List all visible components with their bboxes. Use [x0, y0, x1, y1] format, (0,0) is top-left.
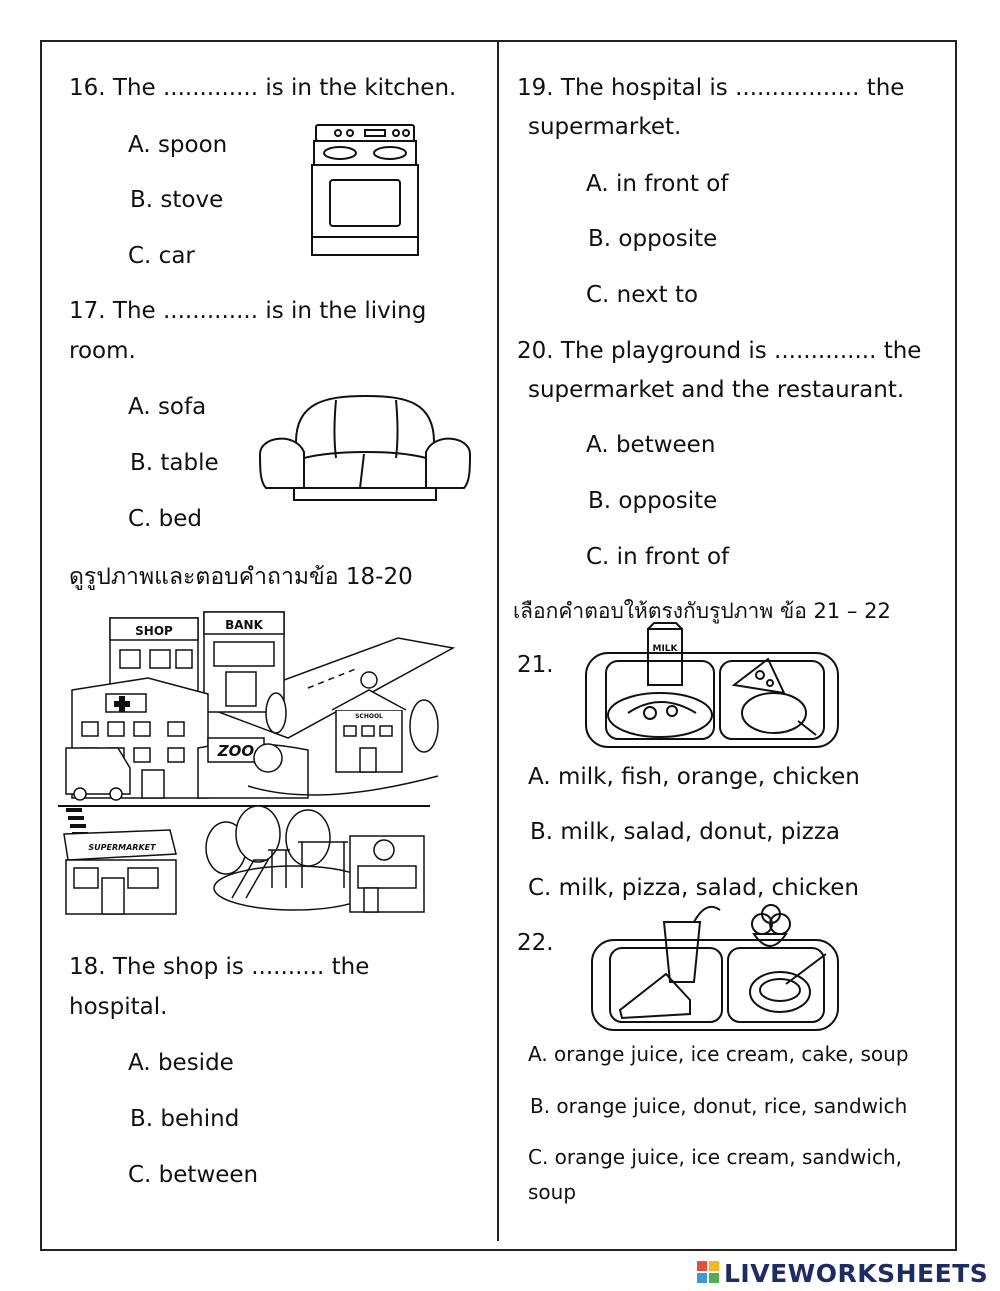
- q21-number: 21.: [517, 652, 554, 678]
- q18-stem-line1: 18. The shop is .......... the: [69, 954, 370, 980]
- q20-option-b[interactable]: B. opposite: [588, 488, 718, 514]
- q17-stem-line1: 17. The ............. is in the living: [69, 298, 427, 324]
- map-label-bank: BANK: [225, 618, 263, 632]
- q17-option-a[interactable]: A. sofa: [128, 394, 207, 420]
- tray-22-image: [590, 902, 840, 1034]
- map-label-shop: SHOP: [135, 624, 173, 638]
- q18-option-b[interactable]: B. behind: [130, 1106, 240, 1132]
- q22-number: 22.: [517, 930, 554, 956]
- q16-option-b[interactable]: B. stove: [130, 187, 224, 213]
- map-label-zoo: ZOO: [217, 742, 255, 760]
- q16-option-a[interactable]: A. spoon: [128, 132, 228, 158]
- q20-option-a[interactable]: A. between: [586, 432, 716, 458]
- stove-image: [310, 122, 420, 257]
- q18-option-a[interactable]: A. beside: [128, 1050, 234, 1076]
- q17-option-b[interactable]: B. table: [130, 450, 219, 476]
- q22-option-c-line1[interactable]: C. orange juice, ice cream, sandwich,: [528, 1145, 902, 1169]
- q21-option-c[interactable]: C. milk, pizza, salad, chicken: [528, 875, 859, 901]
- q17-option-c[interactable]: C. bed: [128, 506, 203, 532]
- q22-option-c-line2[interactable]: soup: [528, 1180, 577, 1204]
- q21-option-b[interactable]: B. milk, salad, donut, pizza: [530, 819, 841, 845]
- tray-21-image: [584, 625, 840, 751]
- milk-carton-label: MILK: [652, 644, 678, 654]
- liveworksheets-logo-icon: [697, 1261, 719, 1283]
- q18-option-c[interactable]: C. between: [128, 1162, 259, 1188]
- q16-option-c[interactable]: C. car: [128, 243, 195, 269]
- q19-stem-line2: supermarket.: [528, 114, 682, 140]
- town-map-image: [58, 598, 438, 923]
- map-label-supermarket: SUPERMARKET: [88, 843, 156, 852]
- q20-stem-line1: 20. The playground is .............. the: [517, 338, 922, 364]
- q19-option-c[interactable]: C. next to: [586, 282, 699, 308]
- instruction-18-20: ดูรูปภาพและตอบคำถามข้อ 18-20: [69, 564, 413, 590]
- q20-option-c[interactable]: C. in front of: [586, 544, 730, 570]
- column-divider: [497, 40, 499, 1241]
- instruction-21-22: เลือกคำตอบให้ตรงกับรูปภาพ ข้อ 21 – 22: [513, 599, 891, 623]
- sofa-image: [256, 392, 474, 504]
- map-label-school: SCHOOL: [355, 713, 383, 720]
- liveworksheets-brand[interactable]: LIVEWORKSHEETS: [724, 1259, 989, 1288]
- q18-stem-line2: hospital.: [69, 994, 168, 1020]
- q19-option-a[interactable]: A. in front of: [586, 171, 729, 197]
- q17-stem-line2: room.: [69, 338, 136, 364]
- q21-option-a[interactable]: A. milk, fish, orange, chicken: [528, 764, 860, 790]
- q20-stem-line2: supermarket and the restaurant.: [528, 377, 905, 403]
- q19-option-b[interactable]: B. opposite: [588, 226, 718, 252]
- q19-stem-line1: 19. The hospital is ................. the: [517, 75, 905, 101]
- q22-option-a[interactable]: A. orange juice, ice cream, cake, soup: [528, 1042, 909, 1066]
- q16-stem: 16. The ............. is in the kitchen.: [69, 75, 457, 101]
- q22-option-b[interactable]: B. orange juice, donut, rice, sandwich: [530, 1094, 908, 1118]
